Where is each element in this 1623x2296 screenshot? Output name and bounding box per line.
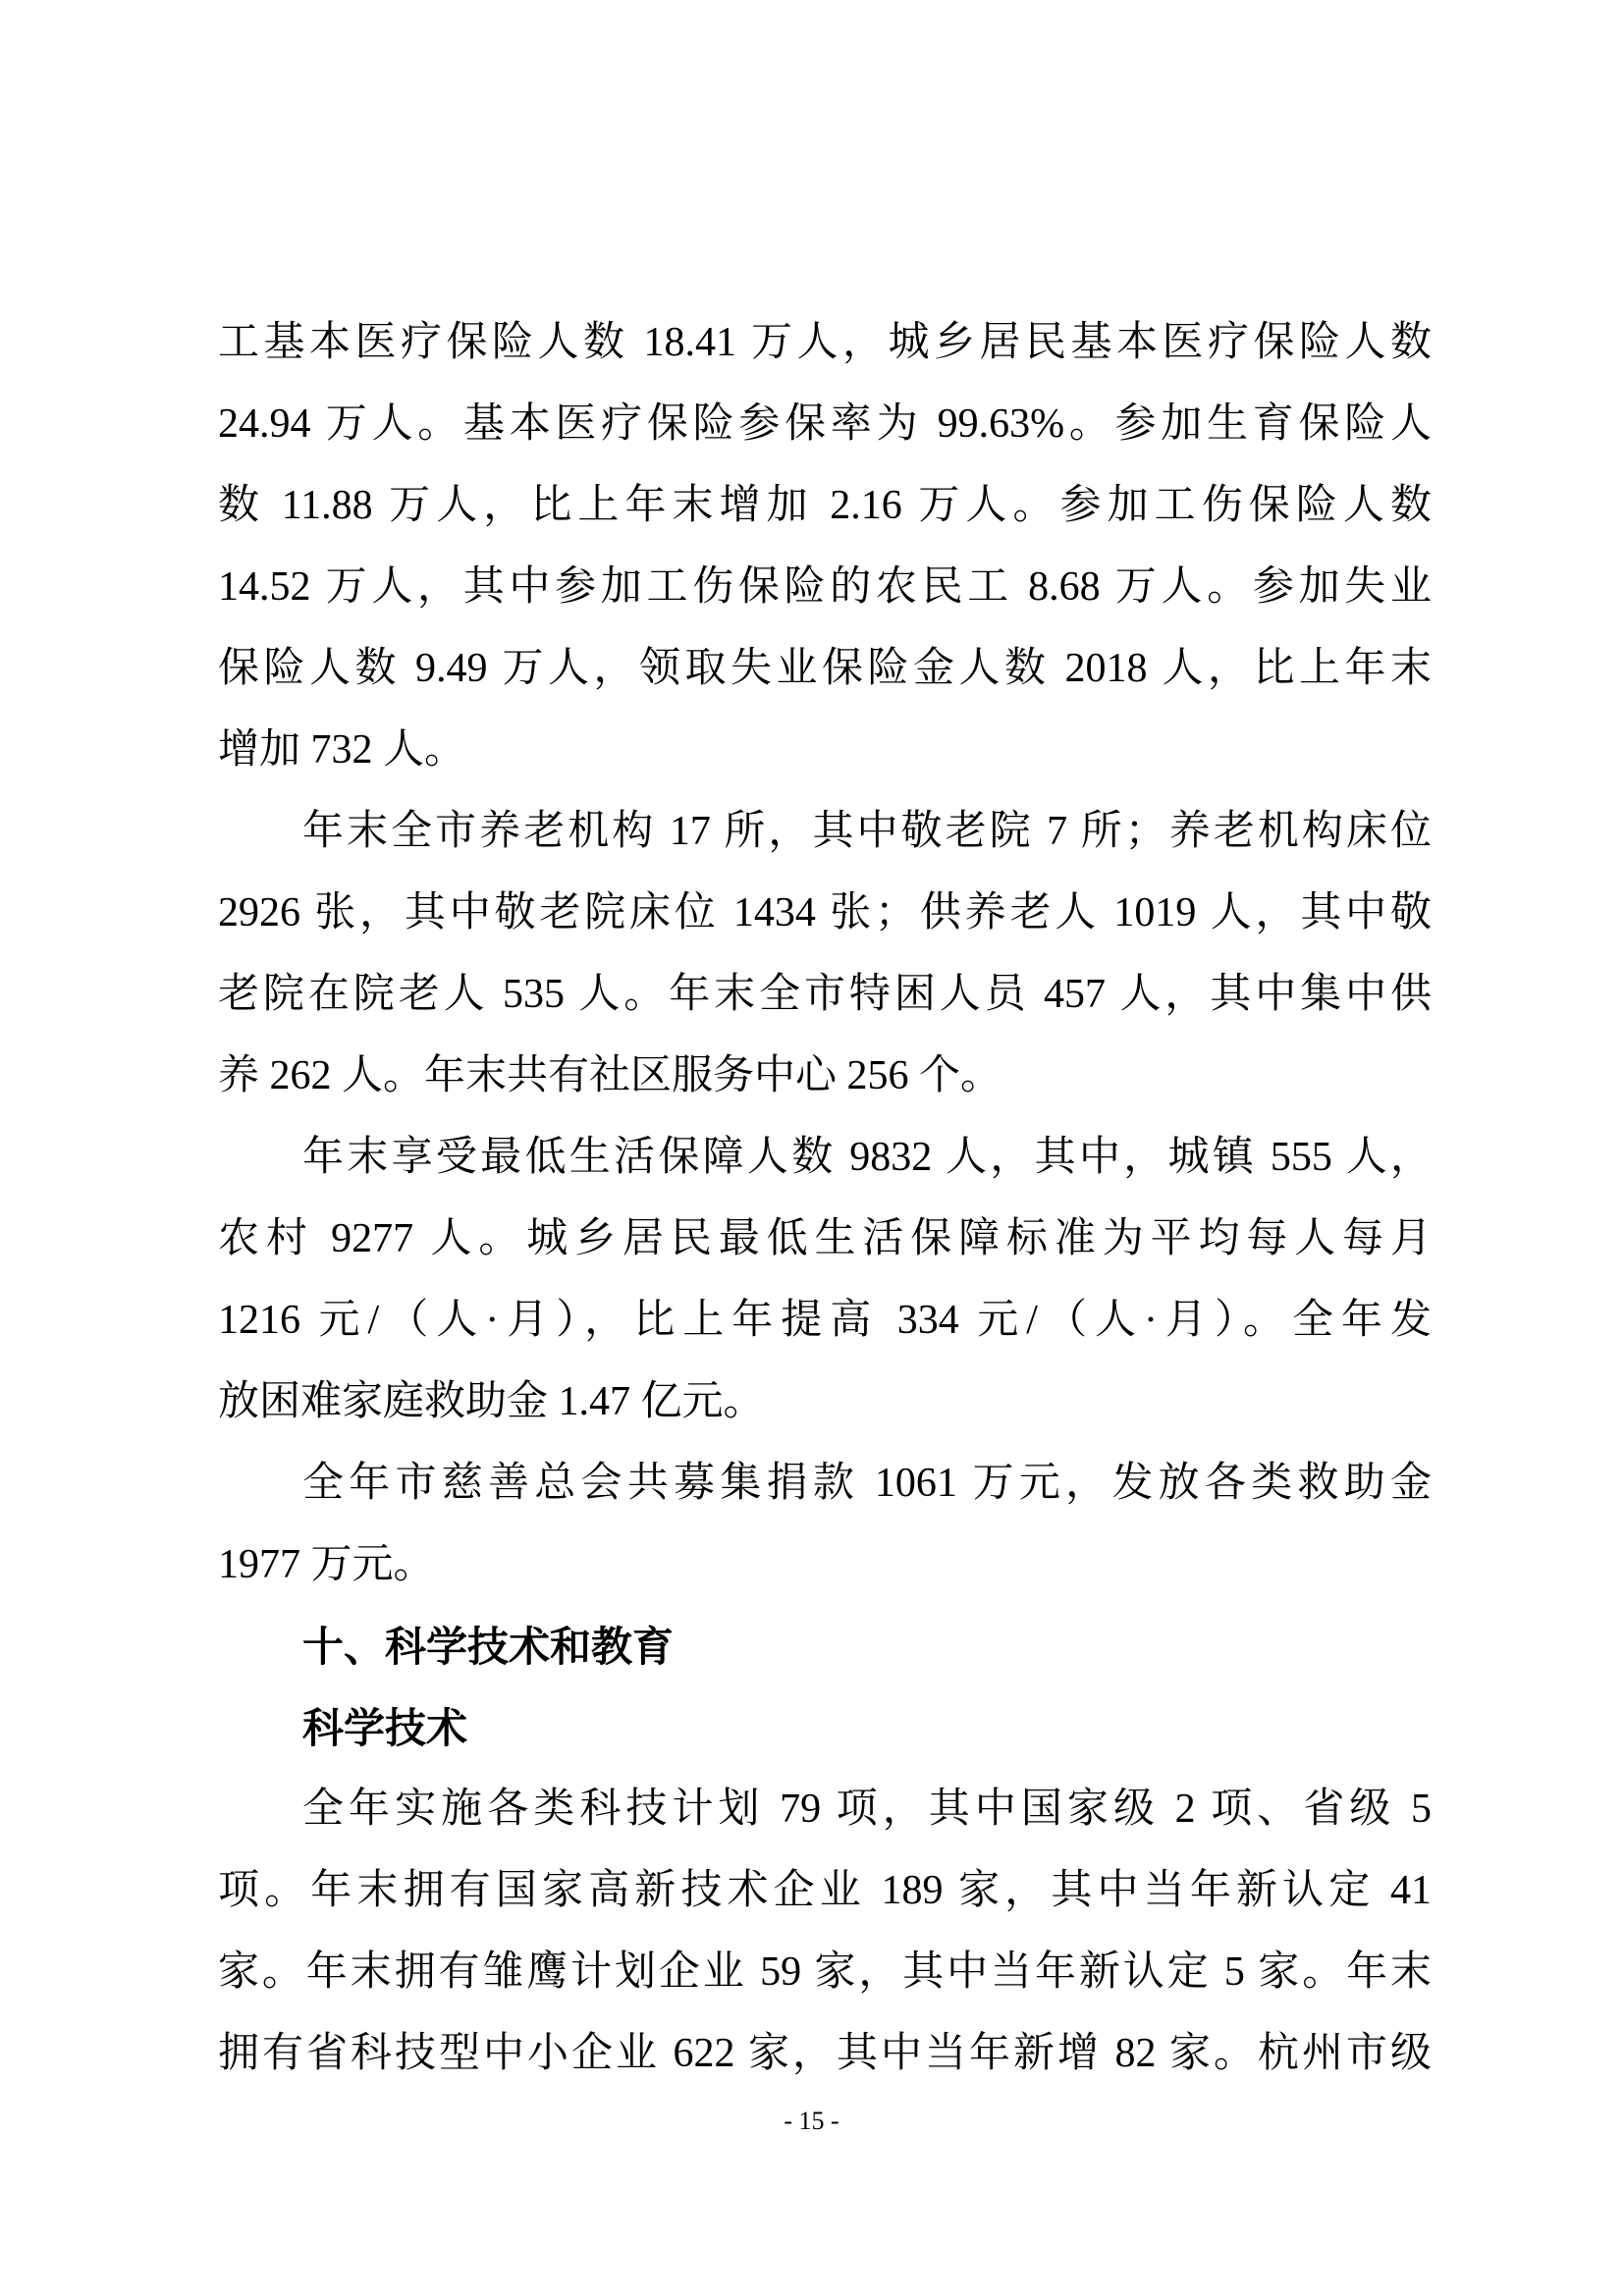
paragraph-social-insurance <box>218 302 1432 791</box>
text-line: 家。年末拥有雏鹰计划企业 59 家，其中当年新认定 5 家。年末 <box>218 1949 1432 1995</box>
text-line: 农村 9277 人。城乡居民最低生活保障标准为平均每人每月 <box>218 1216 1432 1261</box>
paragraph-science <box>218 1769 1432 2095</box>
text-line: 1977 万元。 <box>218 1542 435 1587</box>
document-body <box>218 302 1432 2095</box>
text-line: 24.94 万人。基本医疗保险参保率为 99.63%。参加生育保险人 <box>218 401 1432 447</box>
text-line: 年末全市养老机构 17 所，其中敬老院 7 所；养老机构床位 <box>302 809 1432 854</box>
section-heading: 十、科学技术和教育 <box>302 1623 675 1671</box>
paragraph-charity <box>218 1443 1432 1606</box>
paragraph-elderly-care <box>218 791 1432 1117</box>
text-line: 1216 元/（人·月），比上年提高 334 元/（人·月）。全年发 <box>218 1298 1432 1343</box>
text-line: 增加 732 人。 <box>218 727 466 773</box>
text-line: 全年市慈善总会共募集捐款 1061 万元，发放各类救助金 <box>302 1461 1432 1506</box>
subsection-heading: 科学技术 <box>302 1704 468 1752</box>
text-line: 年末享受最低生活保障人数 9832 人，其中，城镇 555 人， <box>302 1135 1432 1180</box>
text-line: 保险人数 9.49 万人，领取失业保险金人数 2018 人，比上年末 <box>218 646 1432 691</box>
page-number: - 15 - <box>784 2107 839 2135</box>
text-line: 项。年末拥有国家高新技术企业 189 家，其中当年新认定 41 <box>218 1868 1432 1913</box>
text-line: 养 262 人。年末共有社区服务中心 256 个。 <box>218 1053 1002 1098</box>
text-line: 14.52 万人，其中参加工伤保险的农民工 8.68 万人。参加失业 <box>218 564 1432 610</box>
text-line: 放困难家庭救助金 1.47 亿元。 <box>218 1379 765 1424</box>
text-line: 老院在院老人 535 人。年末全市特困人员 457 人，其中集中供 <box>218 972 1432 1017</box>
text-line: 拥有省科技型中小企业 622 家，其中当年新增 82 家。杭州市级 <box>218 2031 1432 2076</box>
text-line: 工基本医疗保险人数 18.41 万人，城乡居民基本医疗保险人数 <box>218 320 1432 365</box>
paragraph-minimum-living <box>218 1117 1432 1443</box>
text-line: 2926 张，其中敬老院床位 1434 张；供养老人 1019 人，其中敬 <box>218 890 1432 935</box>
text-line: 全年实施各类科技计划 79 项，其中国家级 2 项、省级 5 <box>302 1787 1432 1832</box>
text-line: 数 11.88 万人，比上年末增加 2.16 万人。参加工伤保险人数 <box>218 483 1432 528</box>
